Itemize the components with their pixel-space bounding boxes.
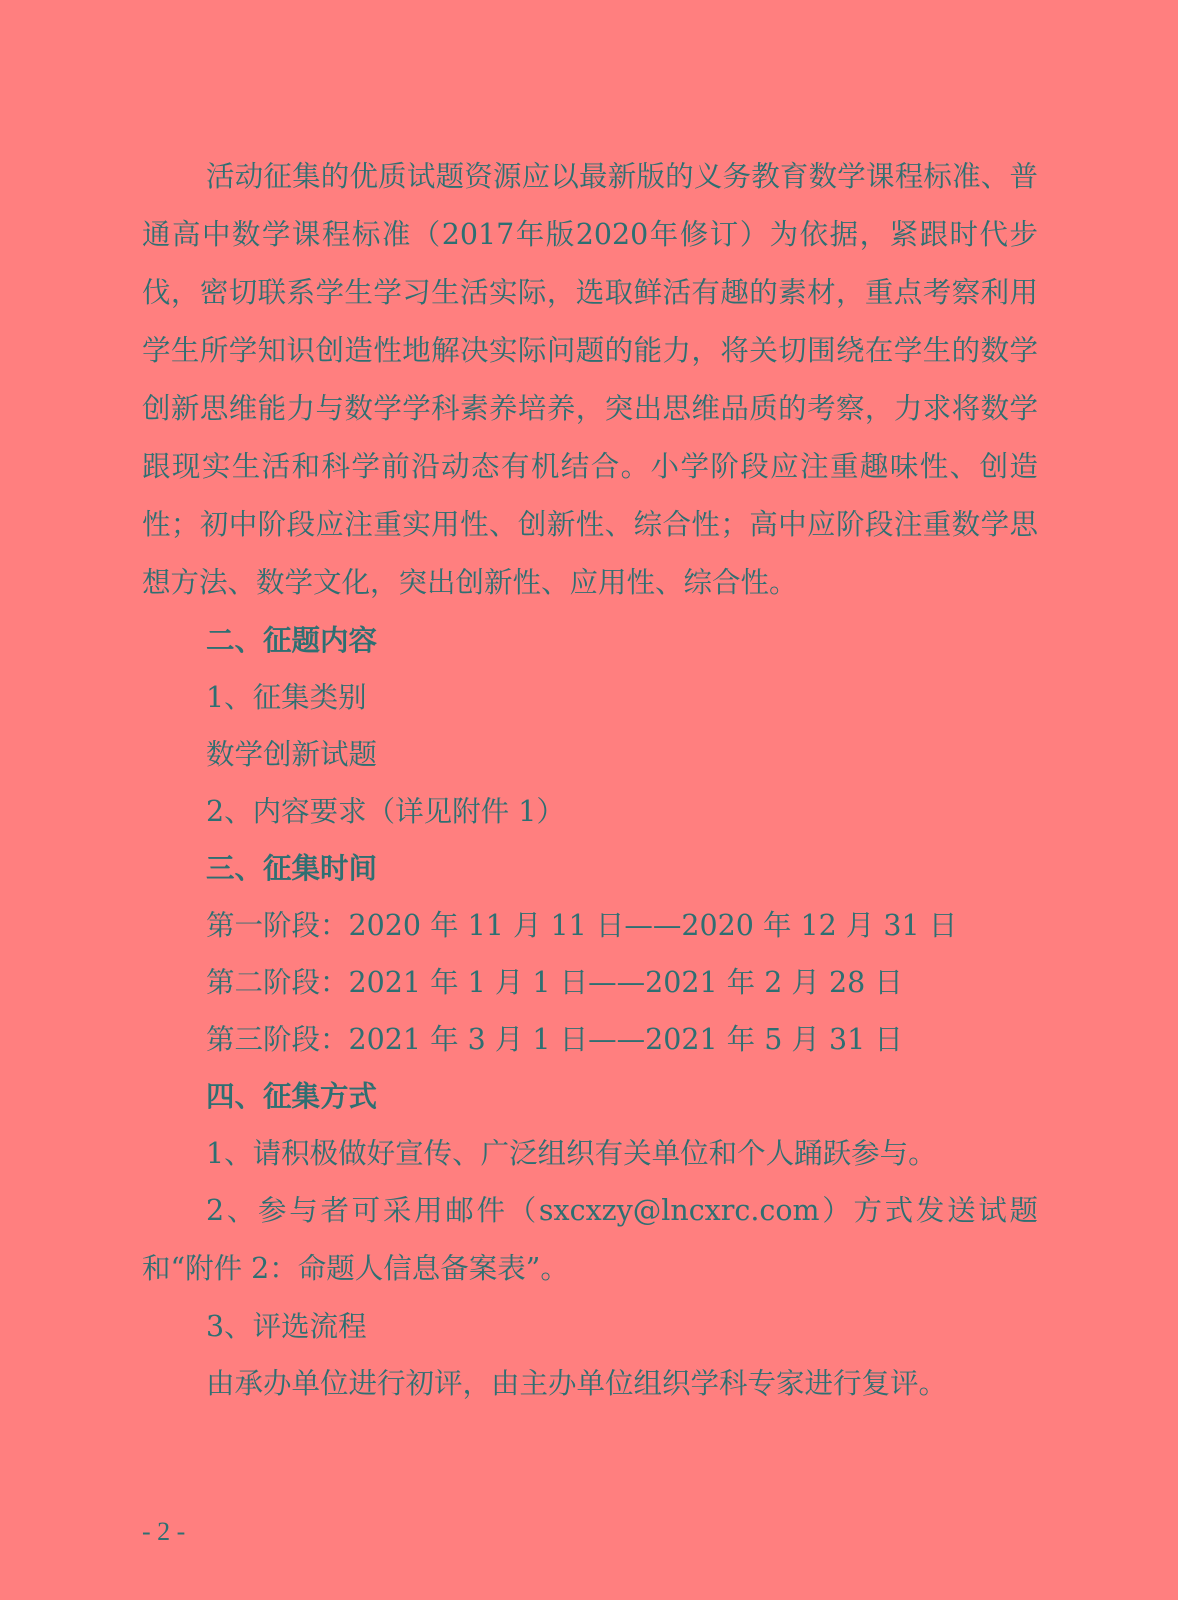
method-item-3: 3、评选流程 [206,1310,367,1343]
section-heading-time: 三、征集时间 [206,851,378,885]
stage-3-dates: 第三阶段：2021 年 3 月 1 日——2021 年 5 月 31 日 [206,1023,903,1056]
item-category-label: 1、征集类别 [206,681,367,714]
item-category-text: 数学创新试题 [206,738,378,771]
section-heading-content: 二、征题内容 [206,623,378,657]
intro-paragraph: 活动征集的优质试题资源应以最新版的义务教育数学课程标准、普通高中数学课程标准（2017年版2020年修订）为依据，紧跟时代步伐，密切联系学生学习生活实际，选取鲜活有趣的素材，重点考察利用学生所学知识创造性地解决实际问题的能力，将关切围绕在学生的数学创新思维能力与数学学科素养培养，突出思维品质的考察，力求将数学跟现实生活和科学前沿动态有机结合。小学阶段应注重趣味性、创造性；初中阶段应注重实用性、创新性、综合性；高中应阶段注重数学思想方法、数学文化，突出创新性、应用性、综合性。 [142,160,1038,599]
method-item-1: 1、请积极做好宣传、广泛组织有关单位和个人踊跃参与。 [206,1137,937,1170]
stage-1-dates: 第一阶段：2020 年 11 月 11 日——2020 年 12 月 31 日 [206,909,958,942]
item-requirements-label: 2、内容要求（详见附件 1） [206,795,565,828]
method-item-3-text: 由承办单位进行初评，由主办单位组织学科专家进行复评。 [206,1367,948,1400]
stage-2-dates: 第二阶段：2021 年 1 月 1 日——2021 年 2 月 28 日 [206,966,903,999]
section-heading-method: 四、征集方式 [206,1079,378,1113]
page-number: - 2 - [142,1517,186,1546]
document-body [142,148,1038,1412]
method-item-2: 2、参与者可采用邮件（sxcxzy@lncxrc.com）方式发送试题和“附件 2：命题人信息备案表”。 [142,1194,1038,1285]
